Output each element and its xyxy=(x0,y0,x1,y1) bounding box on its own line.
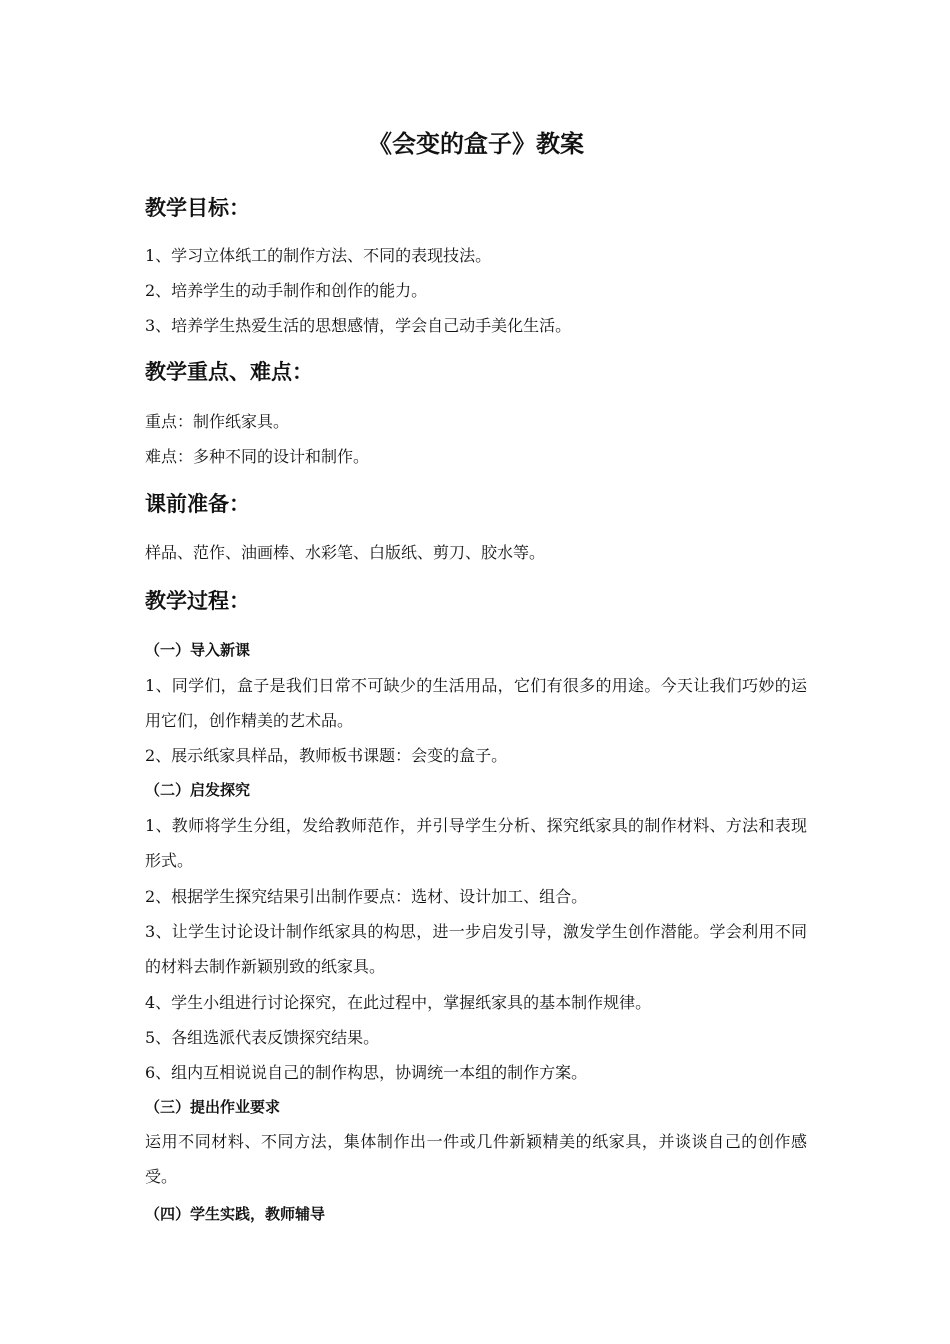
step-item: 3、让学生讨论设计制作纸家具的构思，进一步启发引导，激发学生创作潜能。学会利用不同的材料去制作新颖别致的纸家具。 xyxy=(145,922,807,976)
step-title: （一）导入新课 xyxy=(145,641,251,659)
step-title: （二）启发探究 xyxy=(145,781,251,799)
heading-key-points: 教学重点、难点： xyxy=(145,360,313,384)
key-point-item: 难点：多种不同的设计和制作。 xyxy=(145,447,370,466)
goal-item: 3、培养学生热爱生活的思想感情，学会自己动手美化生活。 xyxy=(145,316,572,335)
document-title: 《会变的盒子》教案 xyxy=(368,130,584,158)
heading-goals: 教学目标： xyxy=(145,196,250,220)
key-point-item: 重点：制作纸家具。 xyxy=(145,412,290,431)
preparation-text: 样品、范作、油画棒、水彩笔、白版纸、剪刀、胶水等。 xyxy=(145,543,546,562)
step-item: 1、教师将学生分组，发给教师范作，并引导学生分析、探究纸家具的制作材料、方法和表现形式。 xyxy=(145,816,807,870)
goal-item: 2、培养学生的动手制作和创作的能力。 xyxy=(145,281,428,300)
goal-item: 1、学习立体纸工的制作方法、不同的表现技法。 xyxy=(145,246,492,265)
step-item: 1、同学们，盒子是我们日常不可缺少的生活用品，它们有很多的用途。今天让我们巧妙的运用它们，创作精美的艺术品。 xyxy=(145,676,807,730)
step-item: 2、根据学生探究结果引出制作要点：选材、设计加工、组合。 xyxy=(145,887,588,906)
step-item: 5、各组选派代表反馈探究结果。 xyxy=(145,1028,380,1047)
step-item: 运用不同材料、不同方法，集体制作出一件或几件新颖精美的纸家具，并谈谈自己的创作感受。 xyxy=(145,1132,807,1186)
step-item: 2、展示纸家具样品，教师板书课题：会变的盒子。 xyxy=(145,746,508,765)
step-title: （三）提出作业要求 xyxy=(145,1098,281,1116)
step-item: 6、组内互相说说自己的制作构思，协调统一本组的制作方案。 xyxy=(145,1063,588,1082)
step-item: 4、学生小组进行讨论探究，在此过程中，掌握纸家具的基本制作规律。 xyxy=(145,993,652,1012)
step-title: （四）学生实践，教师辅导 xyxy=(145,1205,326,1223)
heading-process: 教学过程： xyxy=(145,589,250,613)
heading-preparation: 课前准备： xyxy=(145,492,250,516)
